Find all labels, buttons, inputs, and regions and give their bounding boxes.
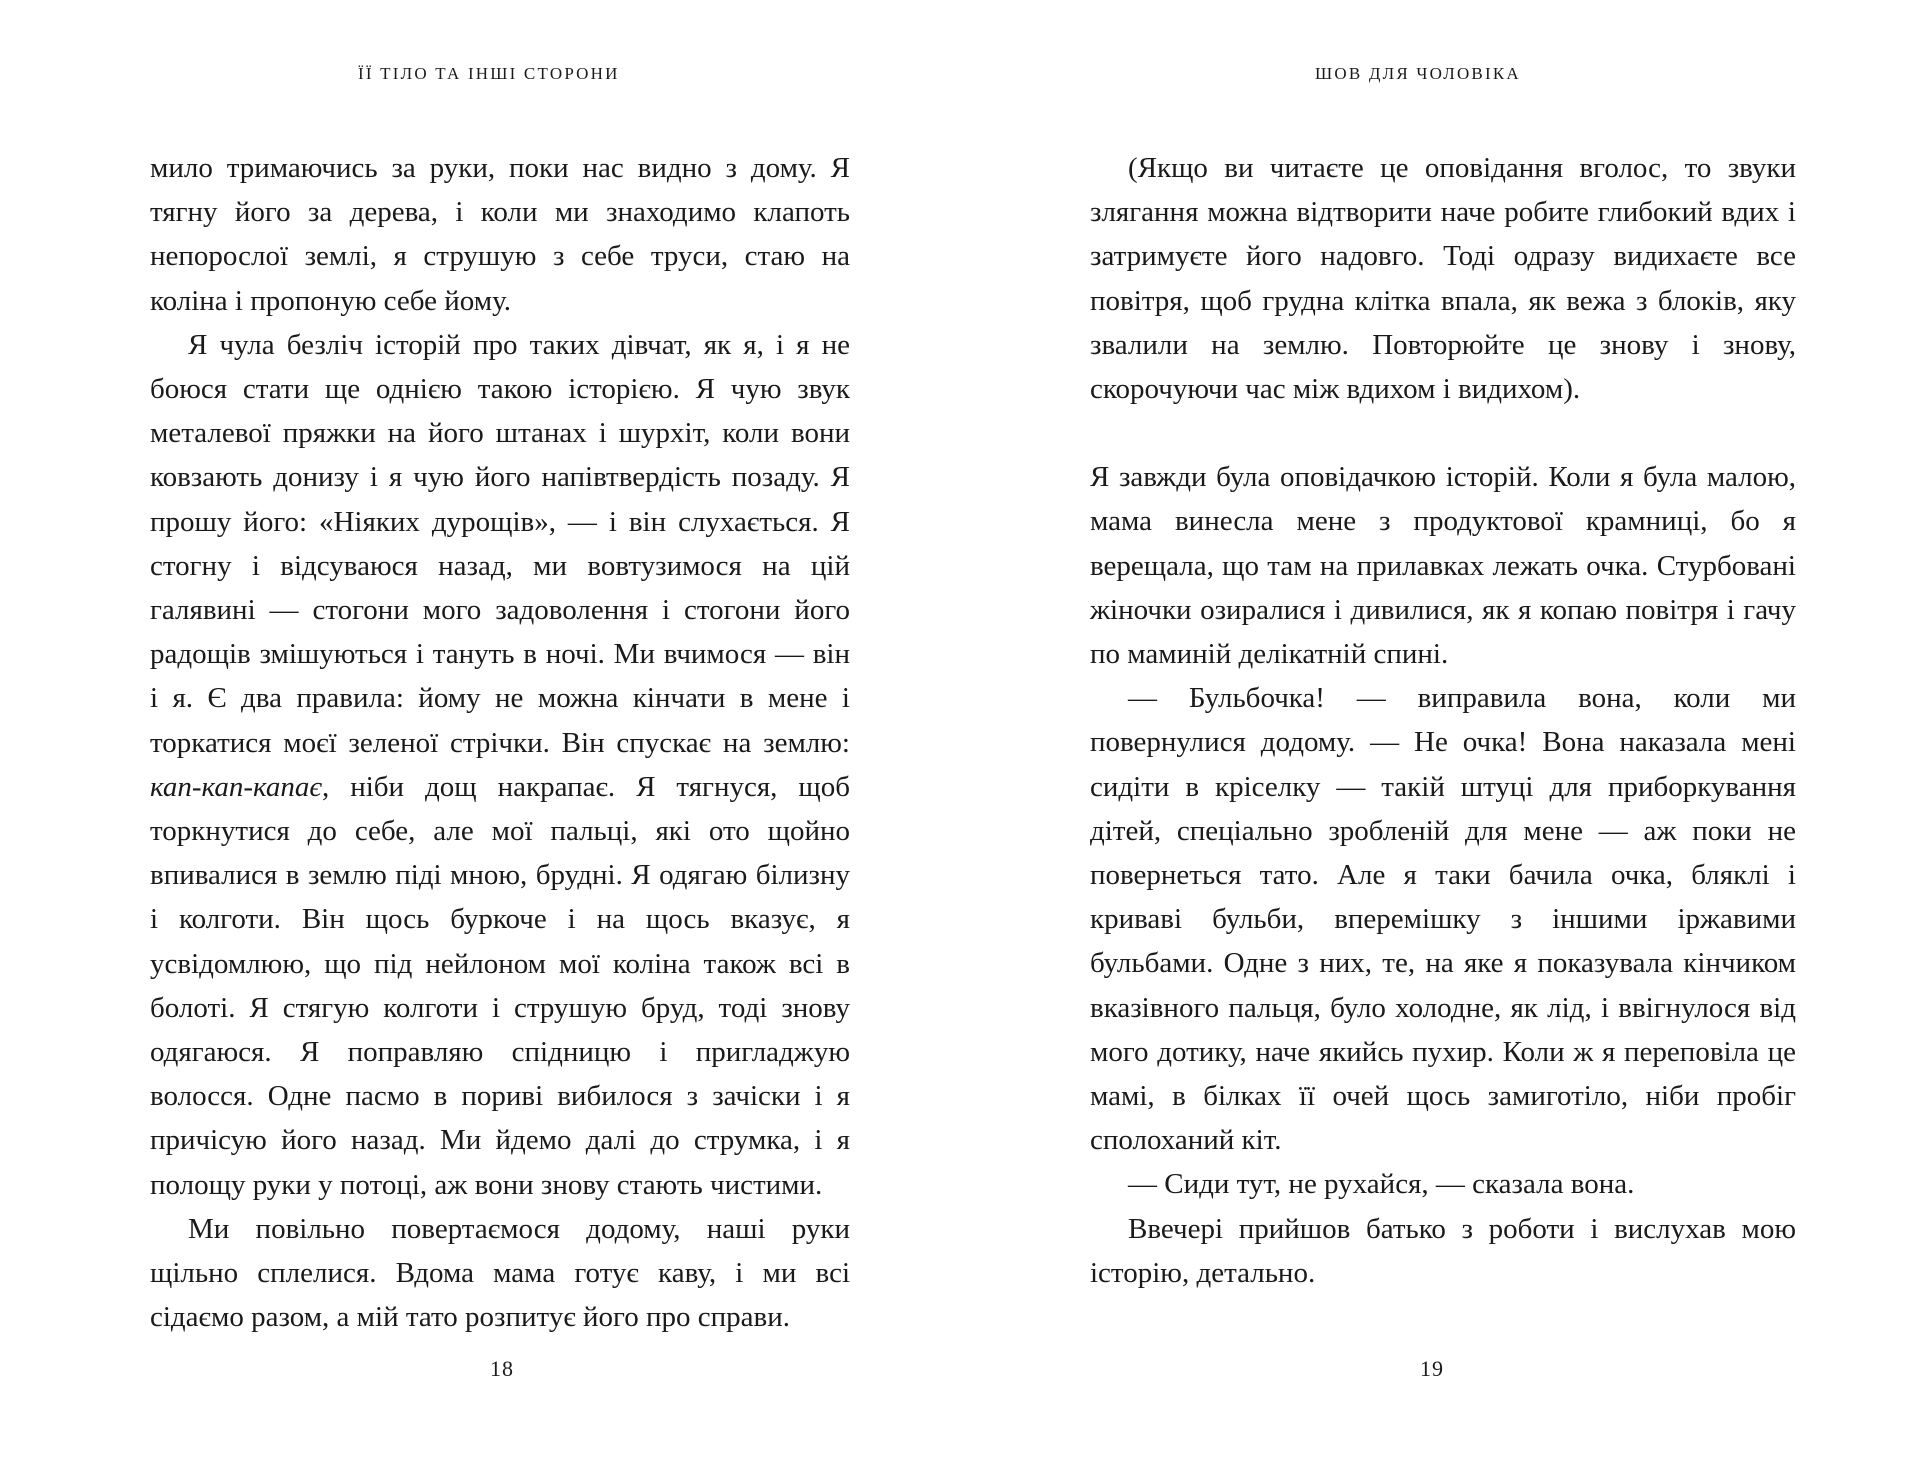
paragraph: Ми повільно повертаємося додому, наші руки щільно сплелися. Вдома мама готує каву, і ми всі сідаємо разом, а мій тато розпитує його про справи. [150, 1212, 850, 1334]
paragraph [150, 323, 850, 1207]
page-number-right: 19 [1420, 1356, 1444, 1381]
paragraph: (Якщо ви читаєте це оповідання вголос, то звуки злягання можна відтворити наче робите глибокий вдих і затримуєте його надовго. Тоді одразу видихаєте все повітря, щоб грудна клітка впала, як вежа з блоків, яку звалили на землю. Повторюйте це знову і знову, скорочуючи час між вдихом і видихом). [1090, 152, 1796, 406]
paragraph: — Бульбочка! — виправила вона, коли ми повернулися додому. — Не очка! Вона наказала мені сидіти в кріселку — такій штуці для приборкування дітей, спеціально зробленій для мене — аж поки не повернеться тато. Але я таки бачила очка, бляклі і криваві бульби, вперемішку з іншими іржавими бульбами. Одне з них, те, на яке я показувала кінчиком вказівного пальця, було холодне, як лід, і ввігнулося від мого дотику, наче якийсь пухир. Коли ж я переповіла це мамі, в білках її очей щось замиготіло, ніби пробіг сполоханий кіт. [1090, 682, 1796, 1157]
paragraph: Я завжди була оповідачкою історій. Коли я була малою, мама винесла мене з продуктової крамниці, бо я верещала, що там на прилавках лежать очка. Стурбовані жіночки озиралися і дивилися, як я копаю повітря і гачу по маминій делікатній спині. [1090, 461, 1796, 671]
italic-onomatopoeia: кап-кап-капає [150, 770, 322, 803]
right-page [960, 0, 1920, 1477]
paragraph-text: , ніби дощ накрапає. Я тягнуся, щоб торкнутися до себе, але мої пальці, які ото щойно впивалися в землю піді мною, брудні. Я одягаю білизну і колготи. Він щось буркоче і на щось вказує, я усвідомлюю, що під нейлоном мої коліна також всі в болоті. Я стягую колготи і струшую бруд, тоді знову одягаюся. Я поправляю спідницю і пригладжую волосся. Одне пасмо в пориві вибилося з зачіски і я причісую його назад. Ми йдемо далі до струмка, і я полощу руки у потоці, аж вони знову стають чистими. [150, 770, 850, 1201]
running-head-right: ШОВ ДЛЯ ЧОЛОВІКА [1315, 64, 1521, 83]
paragraph: Ввечері прийшов батько з роботи і вислухав мою історію, детально. [1090, 1212, 1796, 1289]
right-page-text [1090, 146, 1796, 1295]
left-page-text [150, 146, 850, 1339]
paragraph-text: Я чула безліч історій про таких дівчат, як я, і я не боюся стати ще однією такою історією. Я чую звук металевої пряжки на його штанах і шурхіт, коли вони ковзають донизу і я чую його напівтвердість позаду. Я прошу його: «Ніяких дурощів», — і він слухається. Я стогну і відсуваюся назад, ми вовтузимося на цій галявині — стогони мого задоволення і стогони його радощів змішуються і тануть в ночі. Ми вчимося — він і я. Є два правила: йому не можна кінчати в мене і торкатися моєї зеленої стрічки. Він спускає на землю: [150, 328, 850, 759]
paragraph: мило тримаючись за руки, поки нас видно з дому. Я тягну його за дерева, і коли ми знаходимо клапоть непорослої землі, я струшую з себе труси, стаю на коліна і пропоную себе йому. [150, 152, 850, 317]
paragraph: — Сиди тут, не рухайся, — сказала вона. [1128, 1168, 1635, 1201]
running-head-left: ЇЇ ТІЛО ТА ІНШІ СТОРОНИ [358, 64, 620, 83]
page-number-left: 18 [490, 1356, 514, 1381]
